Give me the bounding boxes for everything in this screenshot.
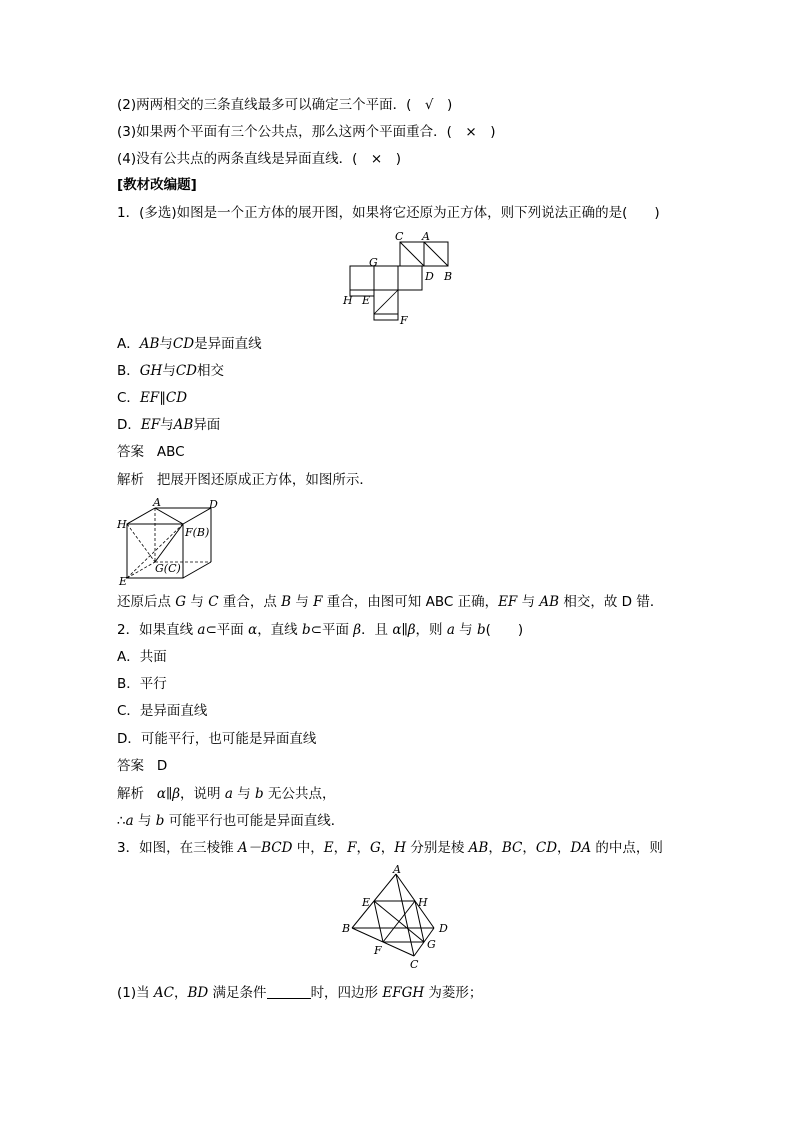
q2-option-d: D．可能平行，也可能是异面直线: [117, 731, 317, 747]
q2-stem: 2．如果直线 a⊂平面 α，直线 b⊂平面 β．且 α∥β，则 a 与 b( ): [117, 622, 524, 638]
q1-analysis: 解析 把展开图还原成正方体，如图所示．: [117, 472, 373, 488]
net-label-f: F: [400, 314, 408, 327]
q1-conclusion: 还原后点 G 与 C 重合，点 B 与 F 重合，由图可知 ABC 正确，EF 与 AB 相交，故 D 错．: [117, 594, 664, 610]
q2-option-a: A．共面: [117, 649, 167, 665]
cube-label-a: A: [153, 496, 161, 509]
judgement-item-3: (3)如果两个平面有三个公共点，那么这两个平面重合．( × ): [117, 124, 496, 140]
cube-label-gc: G(C): [155, 562, 181, 575]
tetra-label-e: E: [362, 896, 371, 909]
net-label-e: E: [362, 294, 371, 307]
q2-answer: 答案 D: [117, 758, 168, 774]
net-label-g: G: [369, 256, 378, 269]
q1-stem: 1．(多选)如图是一个正方体的展开图，如果将它还原为正方体，则下列说法正确的是( ): [117, 205, 660, 221]
net-label-a: A: [422, 230, 430, 243]
tetra-label-b: B: [342, 922, 351, 935]
q3-sub1: (1)当 AC，BD 满足条件 时，四边形 EFGH 为菱形；: [117, 985, 483, 1001]
tetra-label-a: A: [393, 864, 401, 876]
net-label-b: B: [444, 270, 453, 283]
cube-figure: [115, 496, 225, 588]
cube-label-h: H: [117, 518, 127, 531]
tetra-label-c: C: [410, 958, 419, 971]
tetra-label-g: G: [427, 938, 436, 951]
tetra-label-h: H: [418, 896, 428, 909]
q2-analysis-2: ∴a 与 b 可能平行也可能是异面直线．: [117, 813, 345, 829]
tetra-label-f: F: [374, 944, 382, 957]
judgement-item-4: (4)没有公共点的两条直线是异面直线．( × ): [117, 151, 401, 167]
q2-option-c: C．是异面直线: [117, 703, 208, 719]
q1-option-b: B．GH与CD相交: [117, 363, 224, 379]
q3-stem: 3．如图，在三棱锥 A－BCD 中，E，F，G，H 分别是棱 AB，BC，CD，DA 的中点，则: [117, 840, 663, 856]
q1-answer: 答案 ABC: [117, 444, 185, 460]
cube-label-e: E: [119, 575, 128, 588]
cube-net-figure: [338, 228, 463, 330]
cube-label-fb: F(B): [185, 526, 210, 539]
tetra-label-d: D: [439, 922, 448, 935]
q2-option-b: B．平行: [117, 676, 167, 692]
q2-analysis-1: 解析 α∥β，说明 a 与 b 无公共点，: [117, 786, 336, 802]
net-label-c: C: [395, 230, 404, 243]
q1-option-a: A．AB与CD是异面直线: [117, 336, 262, 352]
q1-option-c: C．EF∥CD: [117, 390, 188, 406]
tetrahedron-figure: [338, 864, 458, 976]
judgement-item-2: (2)两两相交的三条直线最多可以确定三个平面．( √ ): [117, 97, 453, 113]
answer-blank: [267, 984, 311, 999]
cube-label-d: D: [209, 498, 218, 511]
q1-option-d: D．EF与AB异面: [117, 417, 221, 433]
net-label-d: D: [425, 270, 434, 283]
net-label-h: H: [343, 294, 353, 307]
section-title: [教材改编题]: [117, 177, 197, 193]
